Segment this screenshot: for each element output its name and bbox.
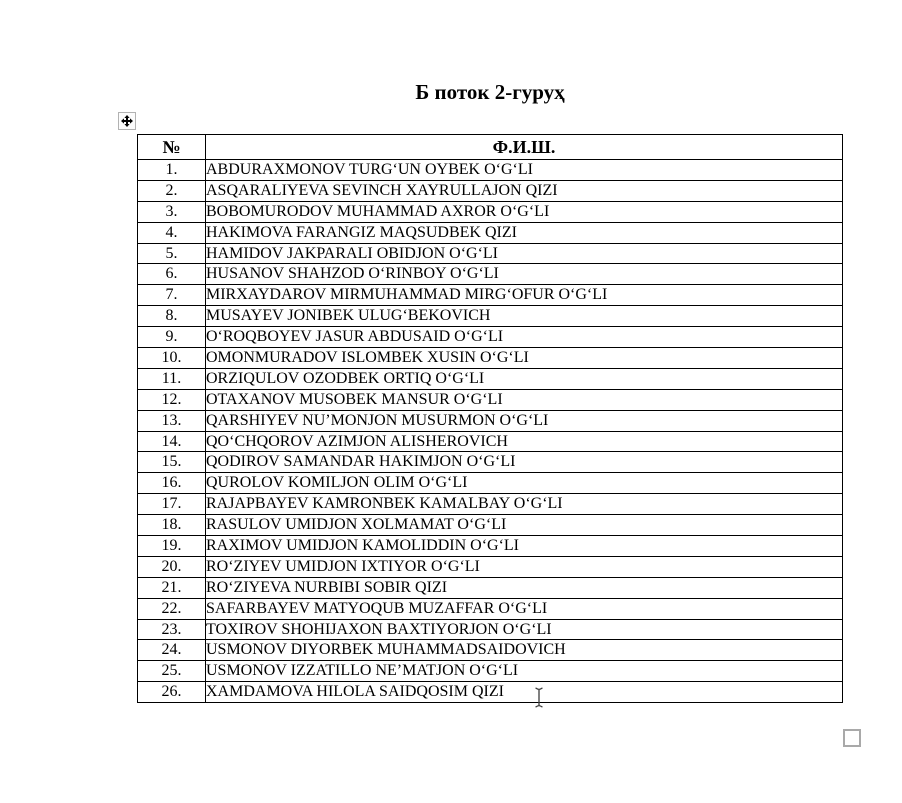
row-name-cell[interactable]: USMONOV IZZATILLO NE’MATJON O‘G‘LI <box>206 661 843 682</box>
row-name-cell[interactable]: ABDURAXMONOV TURG‘UN OYBEK O‘G‘LI <box>206 160 843 181</box>
row-name-cell[interactable]: RAXIMOV UMIDJON KAMOLIDDIN O‘G‘LI <box>206 536 843 557</box>
col-header-number[interactable]: № <box>138 135 206 160</box>
table-row <box>138 494 843 515</box>
row-name-cell[interactable]: RO‘ZIYEV UMIDJON IXTIYOR O‘G‘LI <box>206 556 843 577</box>
row-number-cell[interactable]: 24. <box>138 640 206 661</box>
row-name-cell[interactable]: ORZIQULOV OZODBEK ORTIQ O‘G‘LI <box>206 368 843 389</box>
table-row <box>138 640 843 661</box>
row-name-cell[interactable]: XAMDAMOVA HILOLA SAIDQOSIM QIZI <box>206 682 843 703</box>
table-row <box>138 452 843 473</box>
row-name-cell[interactable]: USMONOV DIYORBEK MUHAMMADSAIDOVICH <box>206 640 843 661</box>
table-row <box>138 222 843 243</box>
table-row <box>138 348 843 369</box>
table-row <box>138 327 843 348</box>
row-number-cell[interactable]: 16. <box>138 473 206 494</box>
table-row <box>138 201 843 222</box>
row-number-cell[interactable]: 2. <box>138 180 206 201</box>
row-name-cell[interactable]: MIRXAYDAROV MIRMUHAMMAD MIRG‘OFUR O‘G‘LI <box>206 285 843 306</box>
row-number-cell[interactable]: 8. <box>138 306 206 327</box>
table-row <box>138 515 843 536</box>
table-row <box>138 556 843 577</box>
table-row <box>138 389 843 410</box>
document-title[interactable]: Б поток 2-гуруҳ <box>415 80 565 104</box>
table-row <box>138 285 843 306</box>
table-row <box>138 682 843 703</box>
table-row <box>138 536 843 557</box>
move-arrows-icon <box>121 115 133 127</box>
table-row <box>138 306 843 327</box>
row-number-cell[interactable]: 19. <box>138 536 206 557</box>
table-row <box>138 410 843 431</box>
row-number-cell[interactable]: 23. <box>138 619 206 640</box>
row-number-cell[interactable]: 17. <box>138 494 206 515</box>
row-number-cell[interactable]: 3. <box>138 201 206 222</box>
row-name-cell[interactable]: QARSHIYEV NU’MONJON MUSURMON O‘G‘LI <box>206 410 843 431</box>
row-name-cell[interactable]: SAFARBAYEV MATYOQUB MUZAFFAR O‘G‘LI <box>206 598 843 619</box>
row-name-cell[interactable]: ASQARALIYEVA SEVINCH XAYRULLAJON QIZI <box>206 180 843 201</box>
row-number-cell[interactable]: 7. <box>138 285 206 306</box>
row-name-cell[interactable]: QODIROV SAMANDAR HAKIMJON O‘G‘LI <box>206 452 843 473</box>
row-name-cell[interactable]: HAMIDOV JAKPARALI OBIDJON O‘G‘LI <box>206 243 843 264</box>
row-name-cell[interactable]: HAKIMOVA FARANGIZ MAQSUDBEK QIZI <box>206 222 843 243</box>
row-name-cell[interactable]: BOBOMURODOV MUHAMMAD AXROR O‘G‘LI <box>206 201 843 222</box>
table-row <box>138 473 843 494</box>
row-number-cell[interactable]: 21. <box>138 577 206 598</box>
row-name-cell[interactable]: MUSAYEV JONIBEK ULUG‘BEKOVICH <box>206 306 843 327</box>
row-number-cell[interactable]: 15. <box>138 452 206 473</box>
table-row <box>138 264 843 285</box>
row-number-cell[interactable]: 11. <box>138 368 206 389</box>
row-name-cell[interactable]: HUSANOV SHAHZOD O‘RINBOY O‘G‘LI <box>206 264 843 285</box>
row-number-cell[interactable]: 9. <box>138 327 206 348</box>
table-move-handle[interactable] <box>118 112 136 130</box>
table-row <box>138 180 843 201</box>
row-name-cell[interactable]: QUROLOV KOMILJON OLIM O‘G‘LI <box>206 473 843 494</box>
row-name-cell[interactable]: OMONMURADOV ISLOMBEK XUSIN O‘G‘LI <box>206 348 843 369</box>
row-name-cell[interactable]: RAJAPBAYEV KAMRONBEK KAMALBAY O‘G‘LI <box>206 494 843 515</box>
row-number-cell[interactable]: 22. <box>138 598 206 619</box>
row-number-cell[interactable]: 12. <box>138 389 206 410</box>
table-row <box>138 431 843 452</box>
table-row <box>138 368 843 389</box>
table-row <box>138 160 843 181</box>
row-number-cell[interactable]: 1. <box>138 160 206 181</box>
table-row <box>138 598 843 619</box>
table-body <box>138 160 843 703</box>
row-number-cell[interactable]: 13. <box>138 410 206 431</box>
table-row <box>138 661 843 682</box>
students-table <box>137 134 843 703</box>
row-name-cell[interactable]: TOXIROV SHOHIJAXON BAXTIYORJON O‘G‘LI <box>206 619 843 640</box>
row-number-cell[interactable]: 20. <box>138 556 206 577</box>
table-header-row <box>138 135 843 160</box>
table-row <box>138 619 843 640</box>
row-number-cell[interactable]: 10. <box>138 348 206 369</box>
row-number-cell[interactable]: 6. <box>138 264 206 285</box>
col-header-name[interactable]: Ф.И.Ш. <box>206 135 843 160</box>
row-name-cell[interactable]: O‘ROQBOYEV JASUR ABDUSAID O‘G‘LI <box>206 327 843 348</box>
row-name-cell[interactable]: RO‘ZIYEVA NURBIBI SOBIR QIZI <box>206 577 843 598</box>
row-number-cell[interactable]: 26. <box>138 682 206 703</box>
row-number-cell[interactable]: 18. <box>138 515 206 536</box>
table-row <box>138 577 843 598</box>
row-name-cell[interactable]: OTAXANOV MUSOBEK MANSUR O‘G‘LI <box>206 389 843 410</box>
table-row <box>138 243 843 264</box>
row-number-cell[interactable]: 4. <box>138 222 206 243</box>
row-number-cell[interactable]: 14. <box>138 431 206 452</box>
table-resize-handle[interactable] <box>843 729 861 747</box>
row-name-cell[interactable]: RASULOV UMIDJON XOLMAMAT O‘G‘LI <box>206 515 843 536</box>
row-number-cell[interactable]: 5. <box>138 243 206 264</box>
row-name-cell[interactable]: QO‘CHQOROV AZIMJON ALISHEROVICH <box>206 431 843 452</box>
row-number-cell[interactable]: 25. <box>138 661 206 682</box>
